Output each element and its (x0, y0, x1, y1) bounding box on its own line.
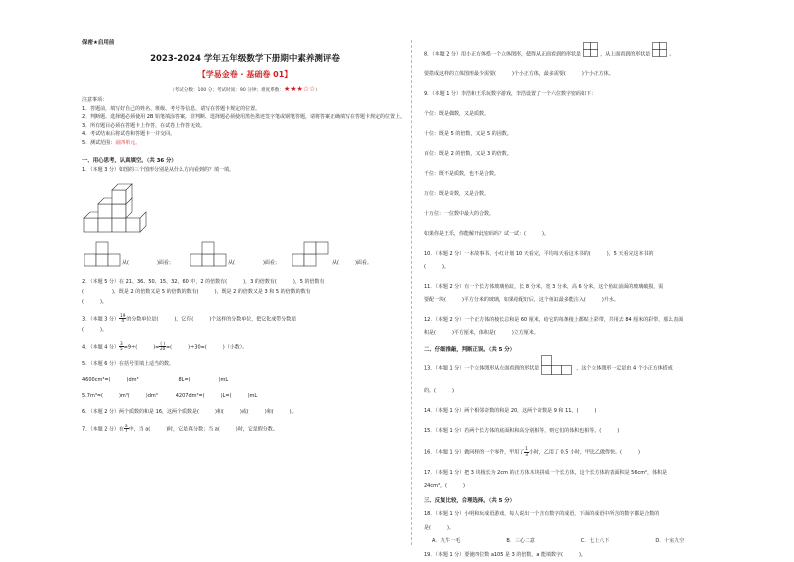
left-view-icon (541, 361, 575, 375)
fraction: $\frac{a}{7}$ (125, 422, 128, 434)
difficulty-stars-icon: ★★★☆☆ (284, 85, 316, 93)
question-16: 16．（本题 1 分）做同样的一个零件，甲用了 $\frac{1}{3}$小时，乙用了 0.5 小时，甲比乙做得快。( ) (424, 446, 640, 457)
question-8: 8．（本题 2 分）用小正方体搭一个立体图形，使得从正面看到的形状是 ，从上面看到的形状是 。 (424, 46, 776, 58)
question-18: 18．（本题 1 分）小明和玩成语游戏，每人说出一个含有数字的成语，下面的成语中所含的数字都是合数的 (424, 511, 660, 517)
option-a[interactable]: A．九牛一毛 (432, 538, 461, 544)
question-8-line2: 要搭成这样的立体图形最少需要( )个小正方体，最多需要( )个小正方体。 (424, 71, 614, 77)
q9-clue: 千位：既不是质数，也不是合数。 (424, 171, 500, 177)
front-view-icon (583, 46, 599, 62)
question-5-row2: 5.7m³=( )m³( )dm³ 4207dm³=( )L=( )mL (82, 392, 258, 399)
confidential-stamp: 保密★启用前 (82, 40, 115, 46)
note-item: 2．判断题、选择题必须使用 2B 铅笔填涂答案，非判断、选择题必须使用黑色墨迹签字笔或钢笔答题，请将答案正确填写在答题卡规定的位置上。 (82, 114, 405, 121)
question-7: 7．（本题 2 分）在 $\frac{a}{7}$中，当 a( )时，它是真分数；当 a( )时，它是假分数。 (82, 422, 278, 434)
three-views-figure: 从( )面看； 从( )面看； 从( )面看。 (82, 240, 408, 270)
question-10-line2: ( )。 (424, 264, 449, 270)
question-14: 14．（本题 1 分）两个相邻奇数的和是 20，这两个奇数是 9 和 11。( ) (424, 408, 597, 414)
question-17: 17．（本题 1 分）把 3 块棱长为 2cm 的正方体木块拼成一个长方体，这个长方体的表面积是 56cm²，体积是 (424, 470, 668, 476)
cube-stack-icon (82, 178, 162, 240)
exam-meta: （考试分数：100 分；考试时间：90 分钟；难度系数：★★★☆☆） (169, 85, 320, 93)
option-b[interactable]: B．三心二意 (506, 538, 535, 544)
fraction: $\frac{( )}{20}$ (160, 340, 166, 352)
question-2-line3: ( )。 (82, 298, 107, 305)
q9-clue: 百位：既是 2 的倍数，又是 3 的倍数。 (424, 151, 512, 157)
question-2-line2: ( )，既是 2 的倍数又是 5 的倍数的数有( )，既是 2 的倍数又是 3 和 5 的倍数的数有 (82, 288, 311, 295)
question-13-line2: 的。( ) (424, 388, 454, 394)
question-3-line2: ( )。 (82, 326, 107, 333)
question-18-line2: 是( )。 (424, 525, 454, 531)
question-12: 12．（本题 2 分）一个正方体的棱长总和是 60 厘米，给它的每条棱上都贴上彩带，共用去 84 厘米的彩带，那么表面 (424, 317, 684, 323)
question-11-line2: 要配一块( )平方分米的玻璃，如果给配好后，这个鱼缸最多能注入( )升水。 (424, 297, 619, 303)
notes-block (82, 96, 408, 148)
question-13: 13．（本题 1 分）一个立体图形从左面看到的形状是 ，这个立体图形一定是由 4 个小正方体搭成 (424, 361, 776, 375)
section-heading-judge: 二、仔细推敲，判断正误。（共 5 分） (424, 347, 516, 353)
cube-stack-figure (82, 178, 408, 240)
note-item: 4．考试结束后将试卷和答题卡一并交回。 (82, 131, 176, 138)
question-1: 1．（本题 3 分）如图的三个图形分别是从什么方向看到的？填一填。 (82, 166, 235, 173)
exam-subtitle: 【学易金卷 · 基础卷 01】 (197, 70, 293, 79)
fraction: $\frac{3}{5}$ (120, 340, 123, 352)
note-item: 3．所有题目必须在答题卡上作答，在试卷上作答无效。 (82, 122, 206, 129)
option-d[interactable]: D．十室九空 (655, 538, 685, 544)
q9-clue: 十万位：一位数中最大的合数。 (424, 211, 495, 217)
exam-title: 2023-2024 学年五年级数学下册期中素养测评卷 (150, 54, 340, 64)
question-3: 3．（本题 3 分） $\frac{19}{4}$的分数单位是( )，它有( )个这样的分数单位，把它化成带分数是 (82, 312, 297, 324)
question-18-options (424, 537, 776, 544)
question-12-line2: 积是( )平方厘米，体积是( )立方厘米。 (424, 330, 539, 336)
question-5-row1: 4600cm³=( )dm³ 8L=( )mL (82, 376, 229, 383)
q9-clue: 万位：既是奇数，又是合数。 (424, 191, 490, 197)
question-17-line2: 24cm³。( ) (424, 483, 465, 489)
option-c[interactable]: C．七上八下 (580, 538, 610, 544)
column-divider (411, 40, 412, 545)
notes-title: 注意事项： (82, 97, 108, 103)
question-10: 10．（本题 2 分）一本故事书，小红计划 10 天看完，平均每天看这本书的( )，5 天看完这本书的 (424, 251, 654, 257)
question-9: 9．（本题 1 分）李浩和王乐玩数字游戏，李浩设置了一个六位数字密码如下： (424, 91, 597, 97)
q9-clue: 个位：既是偶数，又是质数。 (424, 111, 490, 117)
question-4: 4．（本题 4 分） $\frac{3}{5}=9\div$( )= $\frac{( )}{20}=$( )÷30=( )（小数）。 (82, 340, 248, 352)
fraction: $\frac{1}{3}$ (525, 446, 528, 457)
top-view-icon (652, 46, 668, 62)
q9-clue: 十位：既是 5 的倍数，又是 5 的因数。 (424, 131, 512, 137)
left-column (82, 38, 408, 434)
section-heading-choice: 三、反复比较，合理选择。（共 5 分） (424, 498, 516, 504)
note-item: 5．测试范围：前四单元。 (82, 139, 141, 146)
question-9-answer: 如果你是王乐，你能解开此密码吗？试一试：( )。 (424, 231, 549, 237)
note-item: 1．答题前，填写好自己的姓名、班级、考号等信息，请写在答题卡规定的位置。 (82, 105, 261, 112)
right-column (424, 46, 776, 559)
fraction: $\frac{19}{4}$ (120, 312, 126, 324)
question-15: 15．（本题 1 分）若两个长方体的底面积和高分别相等，则它们的体积也相等。( ) (424, 428, 620, 434)
question-2: 2．（本题 5 分）在 21、36、50、15、32、60 中，2 的倍数有( )，3 的倍数有( )，5 的倍数有 (82, 278, 325, 285)
question-6: 6．（本题 2 分）两个质数的和是 16，这两个质数是( )和( )或( )和( )。 (82, 408, 297, 415)
question-5: 5．（本题 6 分）在括号里填上适当的数。 (82, 360, 175, 367)
question-19: 19．（本题 1 分）要使四位数 a105 是 3 的倍数，a 能填数字( )。 (424, 552, 586, 558)
question-11: 11．（本题 2 分）有一个长方体玻璃鱼缸，长 8 分米，宽 3 分米，高 6 分米，这个鱼缸前面的玻璃破损，需 (424, 284, 664, 290)
section-heading-fill: 一、用心思考，认真填空。（共 36 分） (82, 157, 177, 164)
